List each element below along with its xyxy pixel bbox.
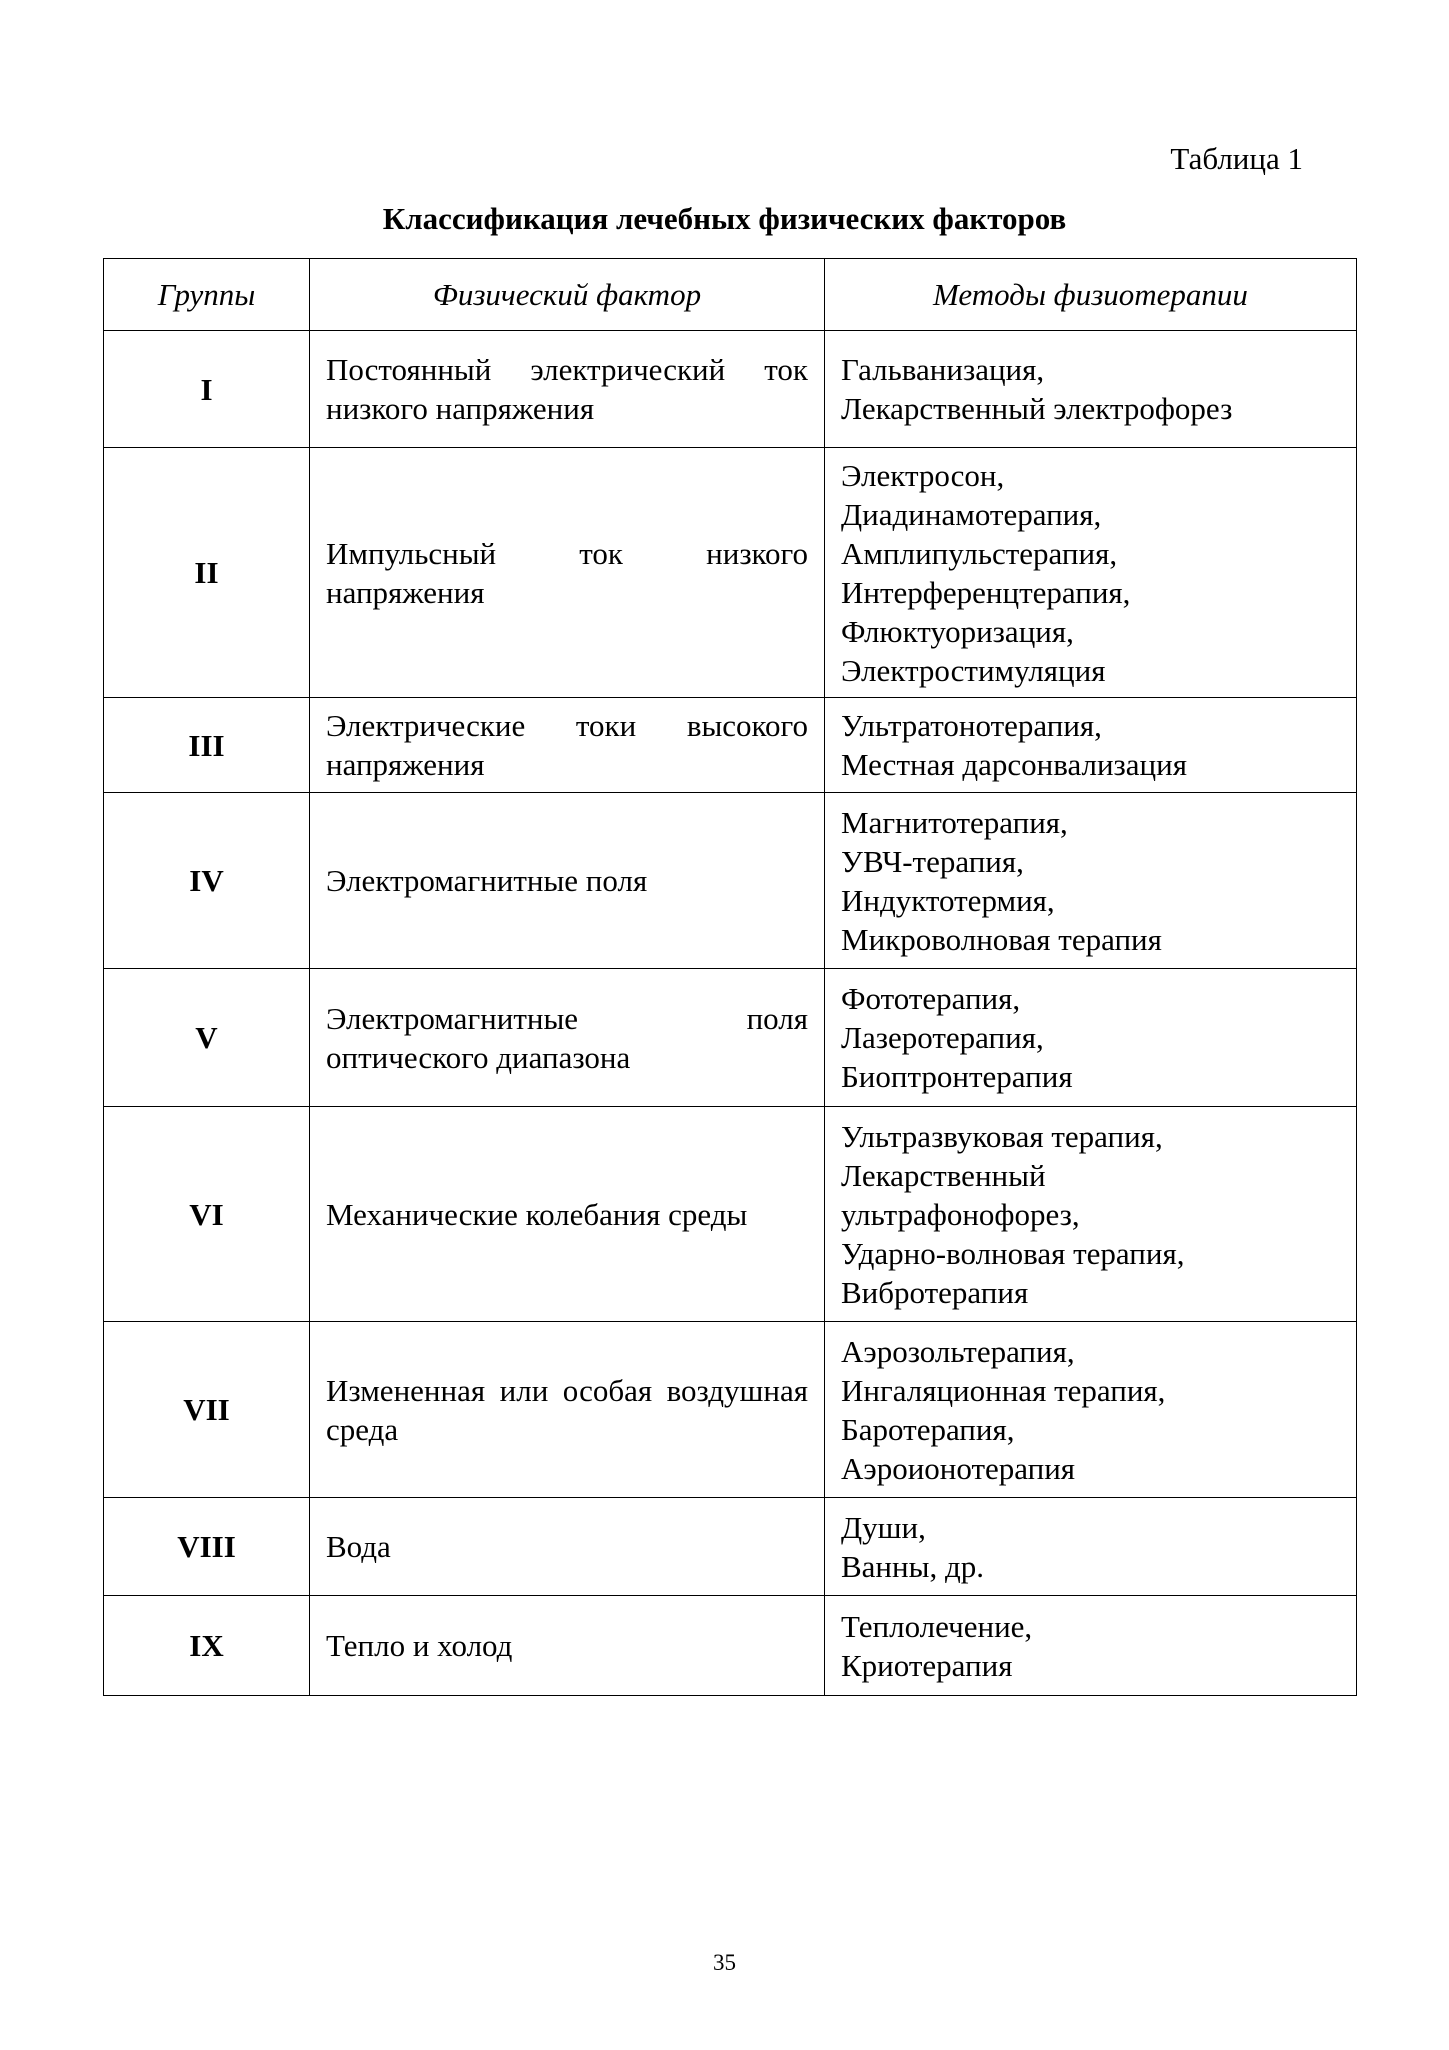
table-row [104, 448, 1357, 698]
table-row [104, 969, 1357, 1107]
factor-text: Электромагнитные поля оптического диапазона [326, 1000, 808, 1075]
table-row [104, 698, 1357, 793]
factor-text: Тепло и холод [326, 1628, 513, 1663]
method-item: Баротерапия, [841, 1411, 1015, 1447]
factor-cell [310, 331, 825, 448]
method-item: Микроволновая терапия [841, 921, 1162, 957]
factor-cell [310, 448, 825, 698]
methods-cell [825, 698, 1357, 793]
method-item: Фототерапия, [841, 981, 1021, 1016]
header-group: Группы [104, 259, 310, 331]
method-item: Лазеротерапия, [841, 1020, 1044, 1055]
method-item: Души, [841, 1509, 926, 1545]
table-row [104, 793, 1357, 969]
methods-cell [825, 793, 1357, 969]
method-item: ультрафонофорез, [841, 1196, 1080, 1232]
method-item: Криотерапия [841, 1647, 1013, 1683]
factor-text: Постоянный электрический ток низкого напряжения [326, 352, 808, 426]
table-row [104, 1596, 1357, 1696]
page-number: 35 [713, 1950, 736, 1975]
factor-cell [310, 698, 825, 793]
table-row [104, 1322, 1357, 1498]
method-item: Амплипульстерапия, [841, 535, 1118, 571]
table-row [104, 331, 1357, 448]
factor-text: Механические колебания среды [326, 1196, 748, 1232]
table-header-row [104, 259, 1357, 331]
group-cell: I [104, 331, 310, 448]
factor-text: Измененная или особая воздушная среда [326, 1372, 808, 1447]
group-cell: IX [104, 1596, 310, 1696]
group-cell: IV [104, 793, 310, 969]
header-factor: Физический фактор [310, 259, 825, 331]
method-item: Флюктуоризация, [841, 613, 1074, 649]
method-item: Местная дарсонвализация [841, 747, 1187, 782]
factor-cell [310, 1596, 825, 1696]
group-cell: II [104, 448, 310, 698]
method-item: Ультразвуковая терапия, [841, 1118, 1163, 1154]
methods-cell [825, 331, 1357, 448]
classification-table [103, 258, 1357, 1696]
factor-cell [310, 793, 825, 969]
method-item: Ультратонотерапия, [841, 708, 1102, 743]
method-item: Лекарственный [841, 1157, 1046, 1193]
method-item: Электросон, [841, 457, 1005, 493]
group-cell: III [104, 698, 310, 793]
methods-cell [825, 448, 1357, 698]
table-row [104, 1107, 1357, 1322]
method-item: Теплолечение, [841, 1608, 1033, 1644]
method-item: Интерференцтерапия, [841, 574, 1131, 610]
group-cell: VIII [104, 1498, 310, 1596]
method-item: Аэроионотерапия [841, 1450, 1076, 1486]
header-methods: Методы физиотерапии [825, 259, 1357, 331]
factor-cell [310, 1322, 825, 1498]
method-item: Гальванизация, [841, 352, 1045, 387]
method-item: Индуктотермия, [841, 882, 1055, 918]
method-item: Магнитотерапия, [841, 804, 1068, 840]
factor-text: Электрические токи высокого напряжения [326, 708, 808, 782]
method-item: Биоптронтерапия [841, 1059, 1073, 1094]
method-item: Вибротерапия [841, 1274, 1029, 1310]
method-item: Диадинамотерапия, [841, 496, 1102, 532]
method-item: Ингаляционная терапия, [841, 1372, 1166, 1408]
factor-cell [310, 1498, 825, 1596]
method-item: УВЧ-терапия, [841, 843, 1024, 879]
method-item: Аэрозольтерапия, [841, 1333, 1075, 1369]
methods-cell [825, 969, 1357, 1107]
methods-cell [825, 1322, 1357, 1498]
factor-cell [310, 969, 825, 1107]
group-cell: VI [104, 1107, 310, 1322]
table-number: Таблица 1 [1170, 141, 1303, 176]
factor-text: Импульсный ток низкого напряжения [326, 535, 808, 610]
method-item: Лекарственный электрофорез [841, 391, 1233, 426]
method-item: Электростимуляция [841, 652, 1106, 688]
table-title: Классификация лечебных физических факторов [382, 201, 1067, 236]
group-cell: V [104, 969, 310, 1107]
method-item: Ударно-волновая терапия, [841, 1235, 1185, 1271]
methods-cell [825, 1498, 1357, 1596]
method-item: Ванны, др. [841, 1548, 984, 1584]
methods-cell [825, 1596, 1357, 1696]
group-cell: VII [104, 1322, 310, 1498]
factor-text: Электромагнитные поля [326, 863, 648, 898]
table-row [104, 1498, 1357, 1596]
methods-cell [825, 1107, 1357, 1322]
factor-cell [310, 1107, 825, 1322]
factor-text: Вода [326, 1529, 391, 1564]
